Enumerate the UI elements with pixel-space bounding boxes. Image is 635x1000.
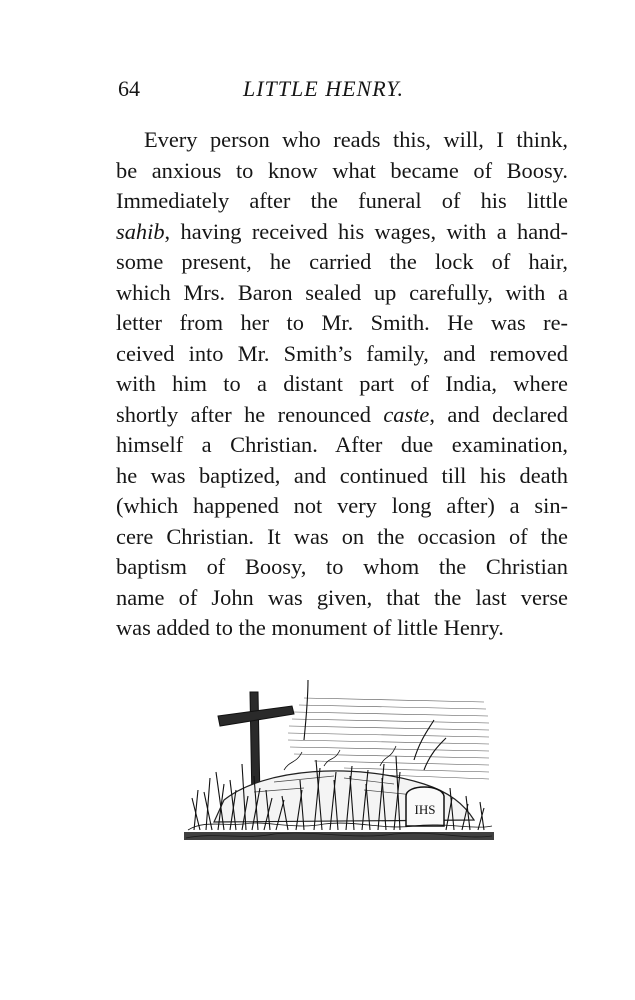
text-line: he was baptized, and continued till his death (116, 462, 568, 488)
text-line: name of John was given, that the last verse (116, 584, 568, 610)
text-line: which Mrs. Baron sealed up carefully, with a (116, 279, 568, 305)
text-line: some present, he carried the lock of hair, (116, 249, 568, 274)
text-line: with him to a distant part of India, where (116, 371, 568, 396)
ground (184, 832, 494, 840)
text-line: Every person who reads this, will, I think, (144, 127, 568, 152)
headstone-inscription: IHS (414, 802, 436, 817)
italic-word-caste: caste (383, 401, 430, 427)
text-line: Immediately after the funeral of his little (116, 188, 568, 213)
running-title: LITTLE HENRY. (243, 76, 404, 101)
text-line: (which happened not very long after) a sin- (116, 493, 568, 518)
text-line-with-italic (116, 217, 568, 248)
text-line-after: , and declared (429, 401, 568, 427)
text-line: was added to the monument of little Henry. (116, 615, 504, 640)
headstone (406, 787, 444, 826)
text-line: letter from her to Mr. Smith. He was re- (116, 310, 568, 335)
page-number: 64 (118, 76, 140, 101)
text-line-before: shortly after he renounced (116, 401, 384, 427)
grave-illustration (184, 680, 494, 850)
text-line: be anxious to know what became of Boosy. (116, 157, 568, 183)
text-line: himself a Christian. After due examination, (116, 432, 568, 457)
sky-hatching (288, 698, 489, 779)
italic-word-sahib: sahib (116, 218, 165, 244)
text-line-with-italic (116, 400, 568, 431)
text-line: cere Christian. It was on the occasion of the (116, 523, 568, 549)
text-line: ceived into Mr. Smith’s family, and removed (116, 340, 568, 366)
body-paragraph (116, 125, 568, 644)
running-head (118, 76, 458, 106)
text-line-rest: , having received his wages, with a hand- (164, 218, 568, 244)
text-line: baptism of Boosy, to whom the Christian (116, 554, 568, 579)
